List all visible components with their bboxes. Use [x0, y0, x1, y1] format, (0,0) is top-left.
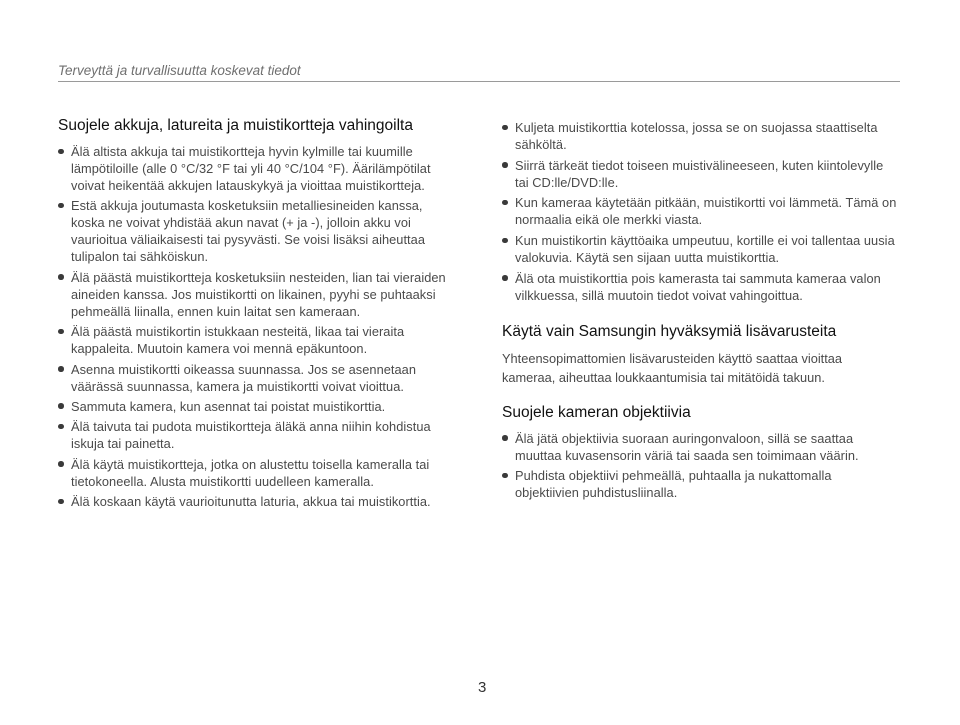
bullet-icon — [58, 329, 64, 335]
list-item: Asenna muistikortti oikeassa suunnassa. Jos se asennetaan väärässä suunnassa, kamera ja muistikortti voivat vioittua. — [58, 361, 453, 395]
page-header — [58, 64, 900, 82]
list-item: Kuljeta muistikorttia kotelossa, jossa se on suojassa staattiselta sähköltä. — [502, 119, 897, 153]
list-item: Estä akkuja joutumasta kosketuksiin metalliesineiden kanssa, koska ne voivat yhdistää akun navat (+ ja -), jolloin akku voi vaurioitua väliaikaisesti tai pysyvästi. Se voisi lisäksi aiheuttaa tulipalon tai sähköiskun. — [58, 197, 453, 265]
list-item: Kun muistikortin käyttöaika umpeutuu, kortille ei voi tallentaa uusia valokuvia. Käytä sen sijaan uutta muistikorttia. — [502, 232, 897, 266]
accessories-section — [502, 322, 897, 387]
bullet-icon — [502, 473, 508, 479]
bullet-icon — [502, 238, 508, 244]
list-item: Älä jätä objektiivia suoraan auringonvaloon, sillä se saattaa muuttaa kuvasensorin väriä tai saada sen toimimaan väärin. — [502, 430, 897, 464]
bullet-icon — [502, 275, 508, 281]
memory-card-list — [502, 119, 897, 304]
battery-care-list — [58, 143, 453, 510]
bullet-icon — [58, 149, 64, 155]
list-item: Älä koskaan käytä vaurioitunutta laturia, akkua tai muistikorttia. — [58, 493, 453, 510]
list-item: Puhdista objektiivi pehmeällä, puhtaalla ja nukattomalla objektiivien puhdistusliinalla. — [502, 467, 897, 501]
lens-section — [502, 403, 897, 502]
accessories-body: Yhteensopimattomien lisävarusteiden käyttö saattaa vioittaa kameraa, aiheuttaa loukkaantumisia tai mitätöidä takuun. — [502, 350, 843, 385]
bullet-icon — [502, 125, 508, 131]
list-item: Siirrä tärkeät tiedot toiseen muistivälineeseen, kuten kiintolevylle tai CD:lle/DVD:lle. — [502, 157, 897, 191]
section-heading-accessories: Käytä vain Samsungin hyväksymiä lisävarusteita — [502, 322, 837, 340]
section-heading-lens: Suojele kameran objektiivia — [502, 403, 691, 421]
page-number: 3 — [478, 679, 487, 696]
lens-care-list — [502, 430, 897, 502]
list-item: Älä ota muistikorttia pois kamerasta tai sammuta kameraa valon vilkkuessa, sillä muutoin tiedot voivat vahingoittua. — [502, 270, 897, 304]
bullet-icon — [58, 424, 64, 430]
list-item: Älä altista akkuja tai muistikortteja hyvin kylmille tai kuumille lämpötiloille (alle 0 °C/32 °F tai yli 40 °C/104 °F). Äärilämpötilat voivat heikentää akkujen latauskykyä ja vioittaa muistikortteja. — [58, 143, 453, 194]
list-item: Älä päästä muistikortin istukkaan nesteitä, likaa tai vieraita kappaleita. Muutoin kamera voi mennä epäkuntoon. — [58, 323, 453, 357]
section-heading-batteries: Suojele akkuja, latureita ja muistikortteja vahingoilta — [58, 117, 413, 134]
bullet-icon — [502, 435, 508, 441]
list-item: Älä taivuta tai pudota muistikortteja äläkä anna niihin kohdistua iskuja tai painetta. — [58, 418, 453, 452]
bullet-icon — [58, 461, 64, 467]
bullet-icon — [502, 162, 508, 168]
bullet-icon — [502, 200, 508, 206]
bullet-icon — [58, 203, 64, 209]
right-column — [502, 119, 897, 505]
bullet-icon — [58, 274, 64, 280]
list-item: Kun kameraa käytetään pitkään, muistikortti voi lämmetä. Tämä on normaalia eikä ole merkki viasta. — [502, 194, 897, 228]
bullet-icon — [58, 403, 64, 409]
list-item: Älä käytä muistikortteja, jotka on alustettu toisella kameralla tai tietokoneella. Alusta muistikortti uudelleen kameralla. — [58, 456, 453, 490]
left-column — [58, 116, 453, 514]
header-title: Terveyttä ja turvallisuutta koskevat tiedot — [58, 63, 301, 78]
list-item: Älä päästä muistikortteja kosketuksiin nesteiden, lian tai vieraiden aineiden kanssa. Jos muistikortti on likainen, pyyhi se puhtaaksi pehmeällä liinalla, ennen kuin laitat sen kameraan. — [58, 269, 453, 320]
bullet-icon — [58, 366, 64, 372]
list-item: Sammuta kamera, kun asennat tai poistat muistikorttia. — [58, 398, 453, 415]
bullet-icon — [58, 499, 64, 505]
